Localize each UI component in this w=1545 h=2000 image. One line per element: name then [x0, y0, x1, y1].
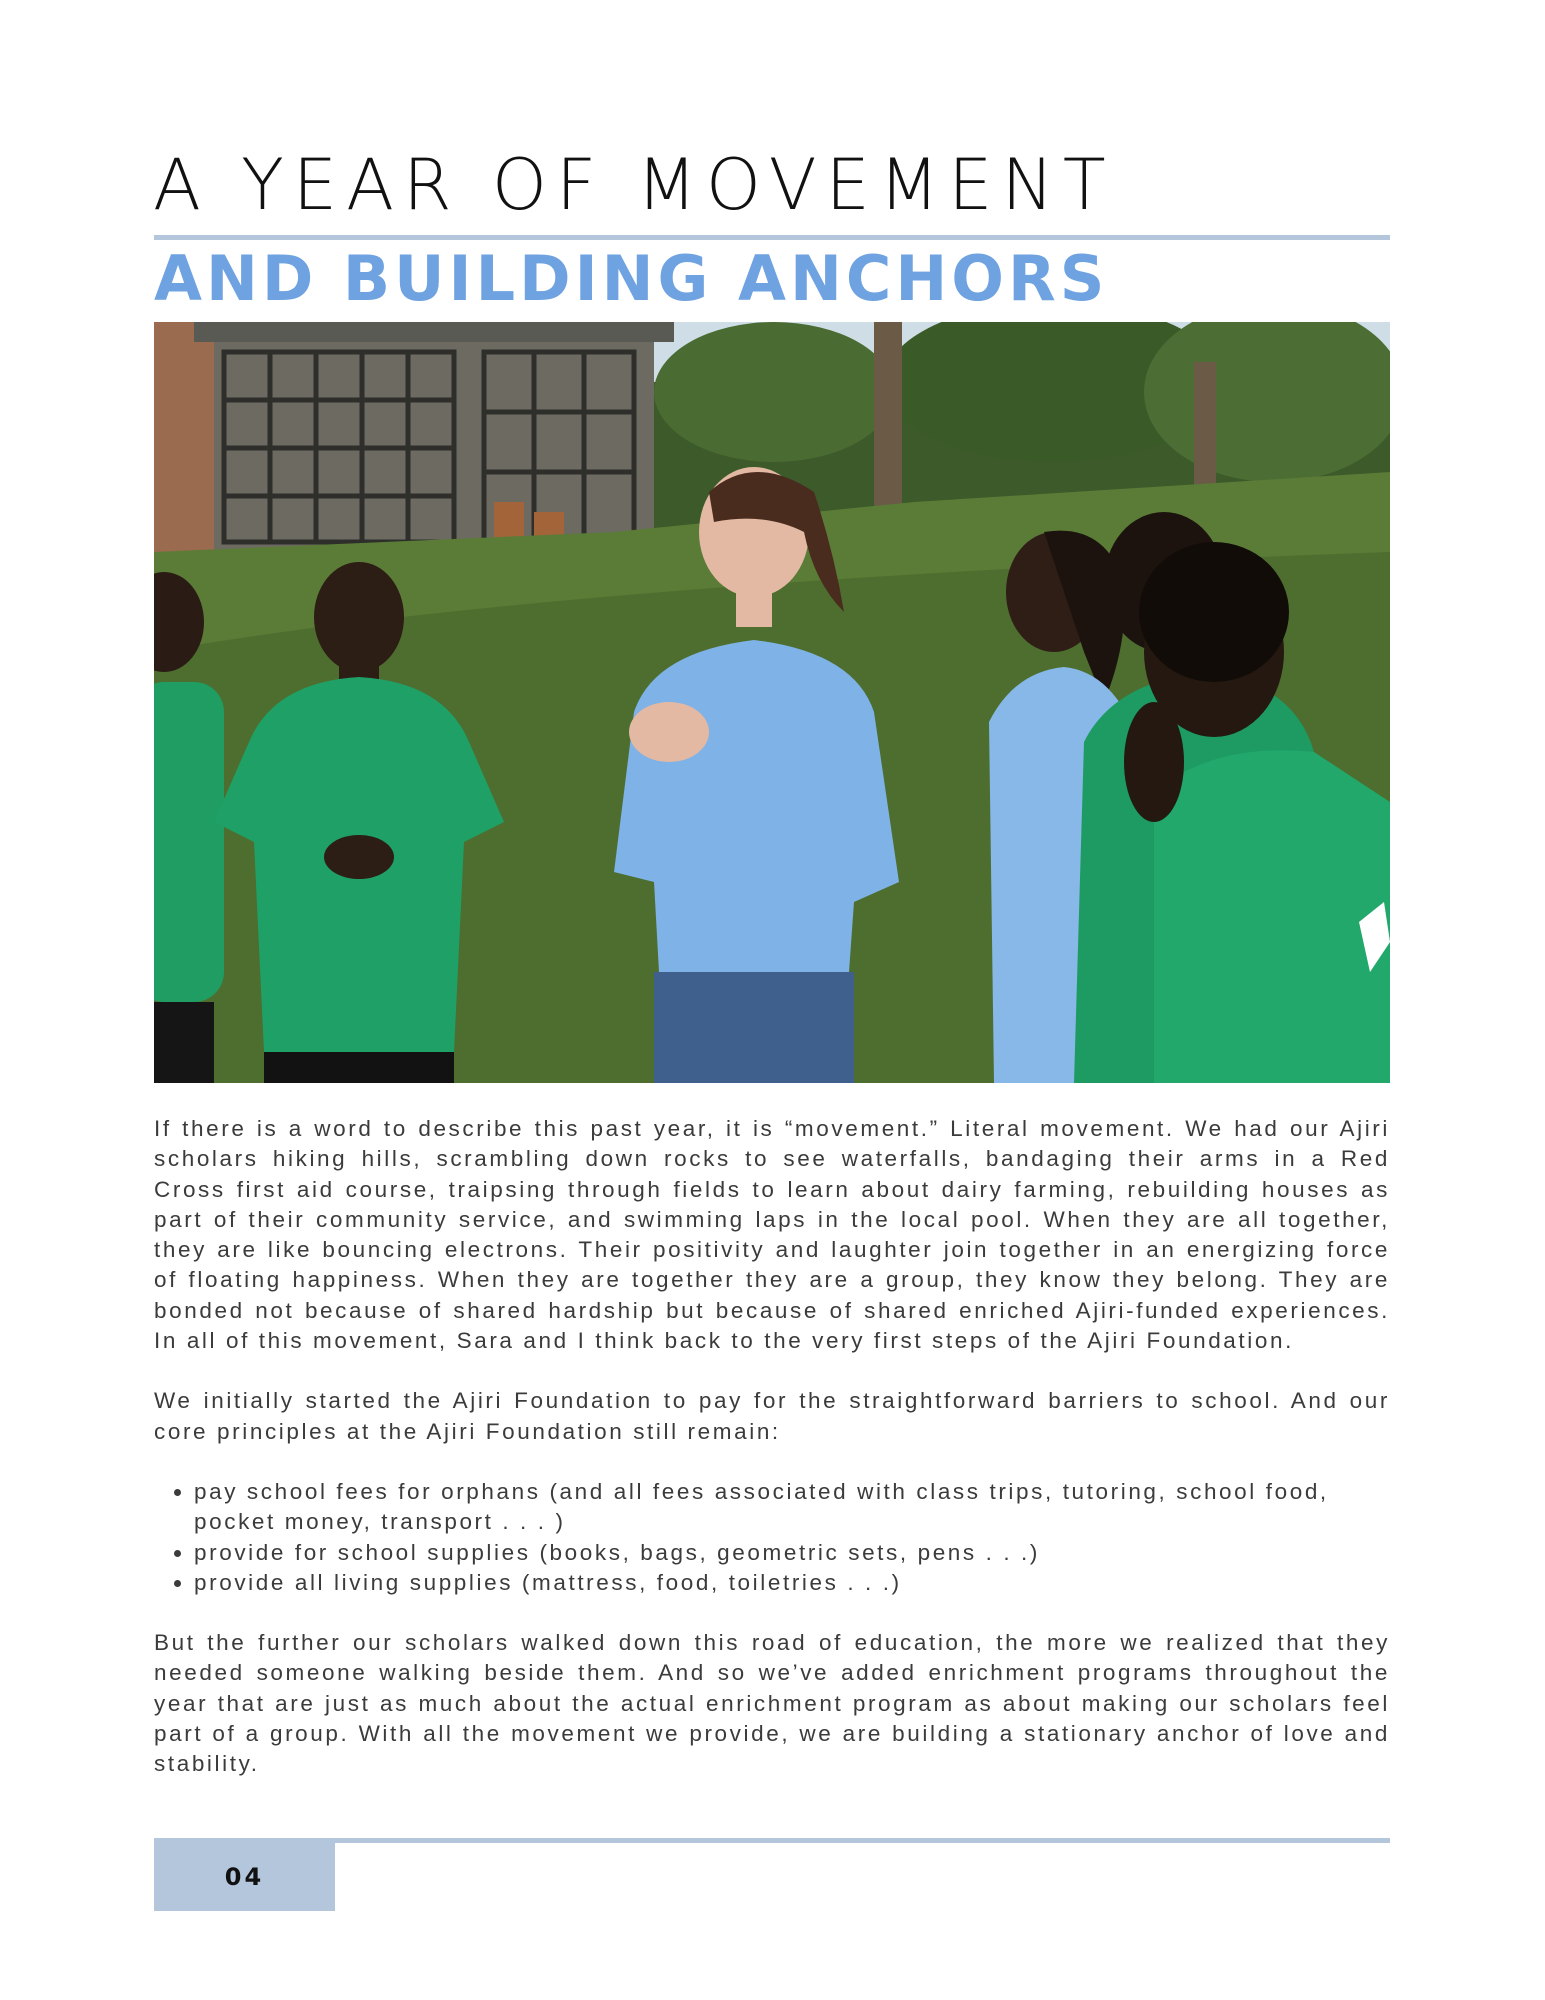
footer-divider [154, 1838, 1390, 1843]
paragraph-movement: If there is a word to describe this past year, it is “movement.” Literal movement. We had our Ajiri scholars hiking hills, scrambling down rocks to see waterfalls, bandaging their arms in a Red Cross first aid course, traipsing through fields to learn about dairy farming, rebuilding houses as part of their community service, and swimming laps in the local pool. When they are all together, they are like bouncing electrons. Their positivity and laughter join together in an energizing force of floating happiness. When they are together they are a group, they know they belong. They are bonded not because of shared hardship but because of shared enriched Ajiri-funded experiences. In all of this movement, Sara and I think back to the very first steps of the Ajiri Foundation. [154, 1116, 1390, 1354]
list-item: • pay school fees for orphans (and all fees associated with class trips, tutoring, school food, pocket money, transport . . . ) [194, 1477, 1390, 1538]
paragraph-core-principles: We initially started the Ajiri Foundation to pay for the straightforward barriers to school. And our core principles at the Ajiri Foundation still remain: [154, 1388, 1390, 1444]
page-number: 04 [224, 1863, 265, 1891]
paragraph-enrichment: But the further our scholars walked down this road of education, the more we realized that they needed someone walking beside them. And so we’ve added enrichment programs throughout the year that are just as much about the actual enrichment program as about making our scholars feel part of a group. With all the movement we provide, we are building a stationary anchor of love and stability. [154, 1630, 1390, 1777]
page-subtitle: AND BUILDING ANCHORS [154, 242, 1109, 315]
article-body [154, 1114, 1390, 1810]
principles-list [154, 1477, 1390, 1598]
title-divider [154, 235, 1390, 240]
page-number-box [154, 1843, 335, 1911]
page-title: A YEAR OF MOVEMENT [153, 144, 1115, 226]
list-item: • provide all living supplies (mattress, food, toiletries . . .) [194, 1568, 1390, 1598]
group-photo [154, 322, 1390, 1083]
list-item: • provide for school supplies (books, bags, geometric sets, pens . . .) [194, 1538, 1390, 1568]
